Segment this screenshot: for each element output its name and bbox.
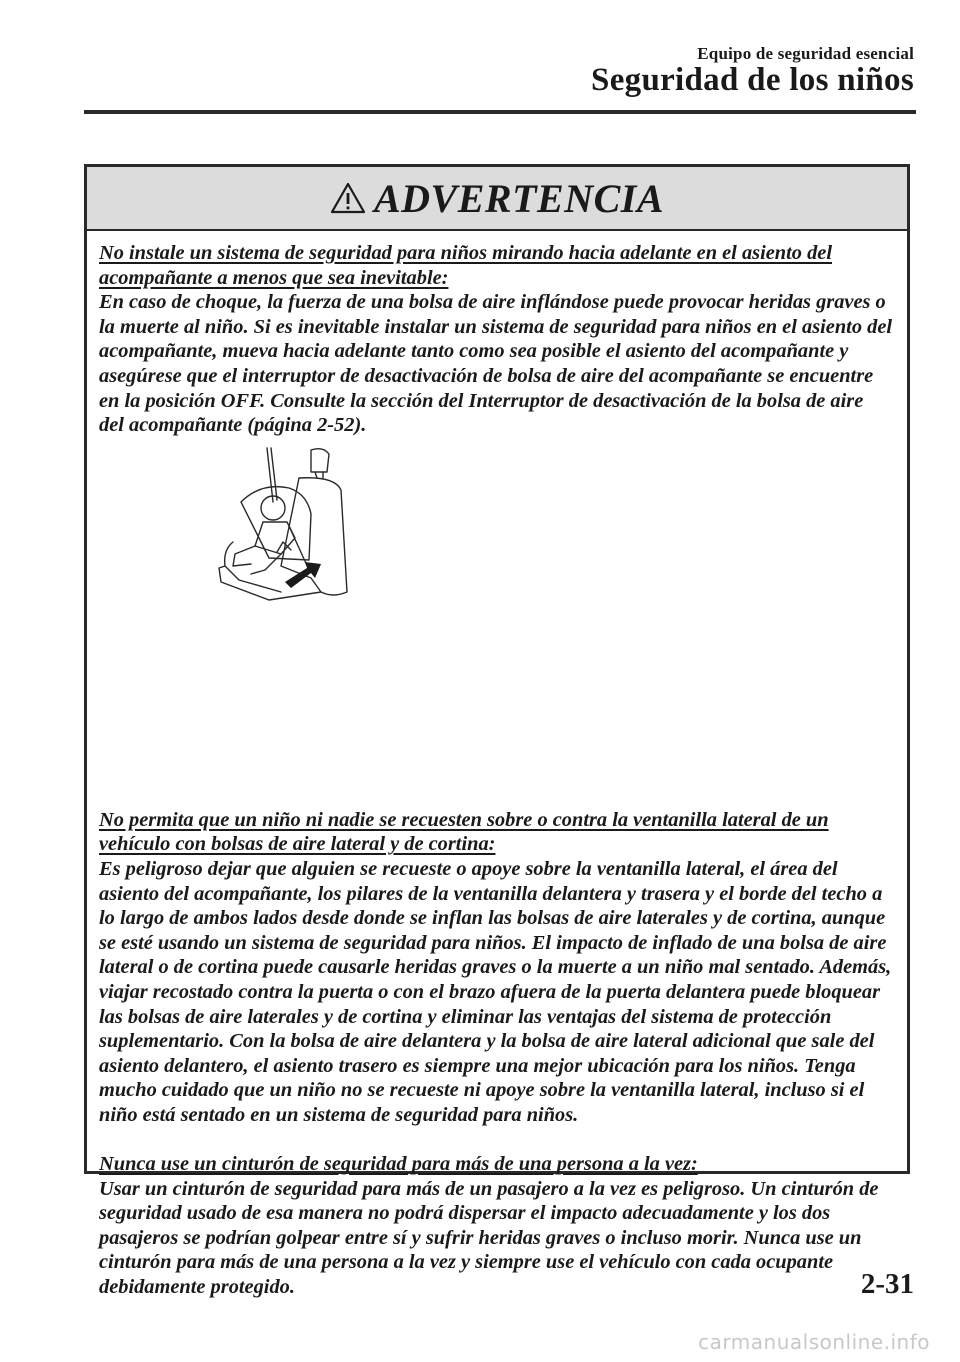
watermark: carmanualsonline.info [698, 1330, 930, 1354]
spacer [99, 1127, 893, 1152]
warning-heading-1: No instale un sistema de seguridad para niños mirando hacia adelante en el asiento del acompañante a menos que sea inevitable: [99, 242, 832, 289]
warning-text-3: Usar un cinturón de seguridad para más de un pasajero a la vez es peligroso. Un cinturón de seguridad usado de esa manera no podrá dispersar el impacto adecuadamente y los dos pasajeros se podrían golpear entre sí y sufrir heridas graves o incluso morir. Nunca use un cinturón para más de una persona a la vez y siempre use el vehículo con cada ocupante debidamente protegido. [99, 1177, 879, 1299]
warning-title: ADVERTENCIA [373, 175, 665, 221]
warning-body [87, 231, 907, 1300]
warning-header [87, 167, 907, 231]
warning-triangle-icon [330, 182, 366, 214]
warning-text-2: Es peligroso dejar que alguien se recueste o apoye sobre la ventanilla lateral, el área del asiento del acompañante, los pilares de la ventanilla delantera y trasera y el borde del techo a lo largo de ambos lados desde donde se inflan las bolsas de aire laterales y de cortina, aunque se esté usando un sistema de seguridad para niños. El impacto de inflado de una bolsa de aire lateral o de cortina puede causarle heridas graves o la muerte a un niño mal sentado. Además, viajar recostado contra la puerta o con el brazo afuera de la puerta delantera puede bloquear las bolsas de aire laterales y de cortina y eliminar las ventajas del sistema de protección suplementario. Con la bolsa de aire delantera y la bolsa de aire lateral adicional que sale del asiento delantero, el asiento trasero es siempre una mejor ubicación para los niños. Tenga mucho cuidado que un niño no se recueste ni apoye sobre la ventanilla lateral, incluso si el niño está sentado en un sistema de seguridad para niños. [99, 857, 892, 1126]
child-seat-illustration [211, 442, 351, 602]
child-seat-figure [99, 438, 893, 808]
warning-heading-2: No permita que un niño ni nadie se recuesten sobre o contra la ventanilla lateral de un vehículo con bolsas de aire lateral y de cortina: [99, 808, 829, 856]
page-title: Seguridad de los niños [591, 62, 914, 98]
header-rule [84, 110, 916, 114]
page-number: 2-31 [860, 1268, 914, 1300]
warning-text-1: En caso de choque, la fuerza de una bolsa de aire inflándose puede provocar heridas graves o la muerte al niño. Si es inevitable instalar un sistema de seguridad para niños en el asiento del acompañante, mueva hacia adelante tanto como sea posible el asiento del acompañante y asegúrese que el interruptor de desactivación de bolsa de aire del acompañante se encuentre en la posición OFF. Consulte la sección del Interruptor de desactivación de la bolsa de aire del acompañante (página 2-52). [99, 291, 893, 437]
warning-heading-3: Nunca use un cinturón de seguridad para más de una persona a la vez: [99, 1153, 698, 1176]
header-section: Equipo de seguridad esencial [697, 44, 914, 63]
